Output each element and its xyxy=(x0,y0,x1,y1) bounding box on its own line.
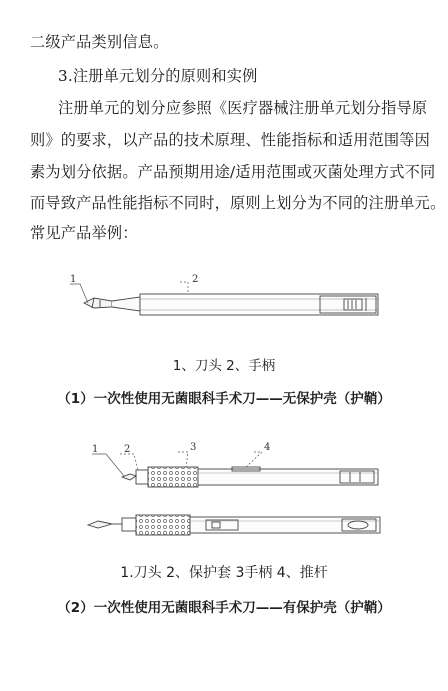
paragraph-line-2: 则》的要求，以产品的技术原理、性能指标和适用范围等因 xyxy=(30,131,431,149)
paragraph-line-4: 而导致产品性能指标不同时，原则上划分为不同的注册单元。 xyxy=(30,194,446,212)
paragraph-line-1: 注册单元的划分应参照《医疗器械注册单元划分指导原 xyxy=(58,99,428,117)
section-heading: 3.注册单元划分的原则和实例 xyxy=(58,67,258,85)
figure-2-label-1: 1 xyxy=(92,444,99,455)
figure-1-parts-caption: 1、刀头 2、手柄 xyxy=(172,358,276,374)
figure-1-label-1: 1 xyxy=(70,274,77,285)
figure-2-label-2: 2 xyxy=(124,444,131,455)
figure-2-scalpel-drawing xyxy=(0,440,448,550)
paragraph-line-5: 常见产品举例： xyxy=(30,224,138,242)
figure-1-scalpel-drawing xyxy=(0,270,448,340)
figure-2-label-3: 3 xyxy=(190,442,197,453)
text-line-category: 二级产品类别信息。 xyxy=(30,33,169,51)
figure-1-title-caption: （1）一次性使用无菌眼科手术刀——无保护壳（护鞘） xyxy=(57,391,391,407)
figure-2-title-caption: （2）一次性使用无菌眼科手术刀——有保护壳（护鞘） xyxy=(57,600,391,616)
paragraph-line-3: 素为划分依据。产品预期用途/适用范围或灭菌处理方式不同 xyxy=(30,163,436,181)
figure-2-parts-caption: 1.刀头 2、保护套 3手柄 4、推杆 xyxy=(120,565,328,581)
figure-2-label-4: 4 xyxy=(264,442,271,453)
figure-1-label-2: 2 xyxy=(192,274,199,285)
